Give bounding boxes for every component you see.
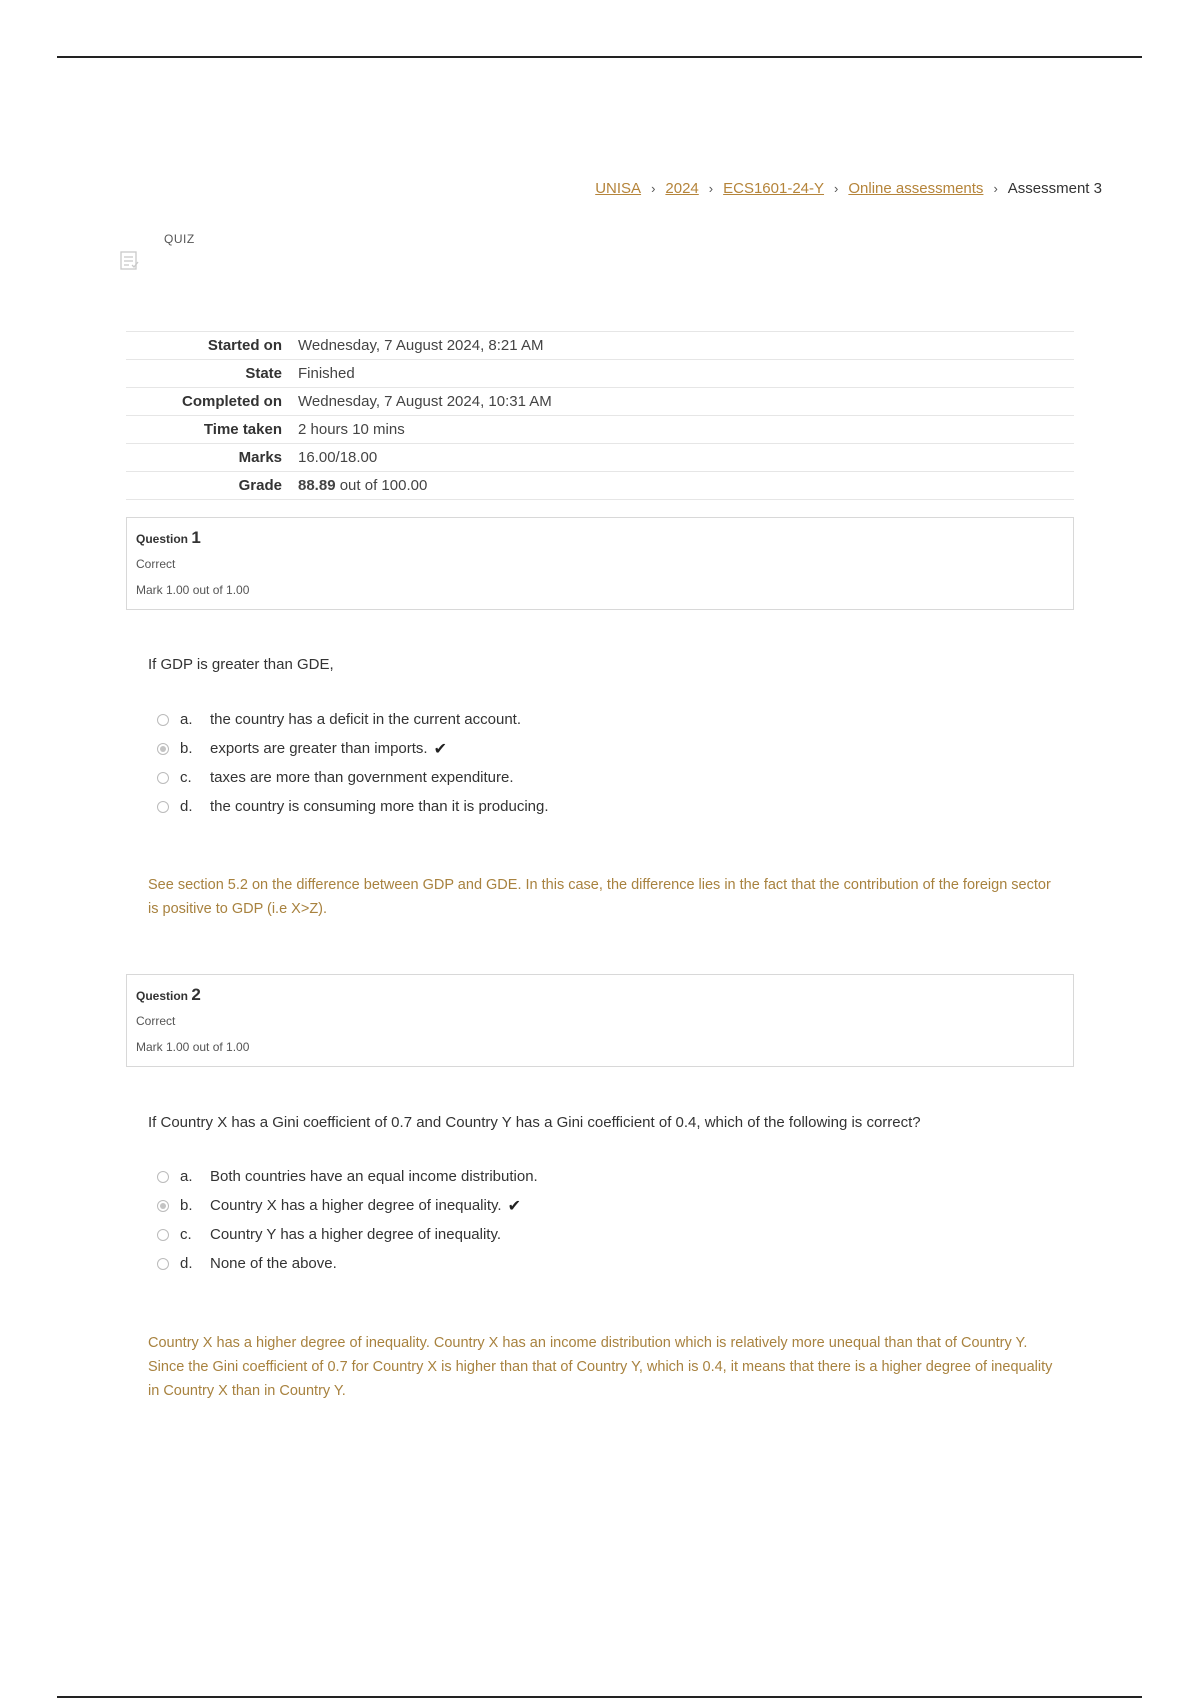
question-text: If Country X has a Gini coefficient of 0.7 and Country Y has a Gini coefficient of 0.4, which of the following is correct? bbox=[148, 1114, 921, 1131]
summary-row-grade bbox=[126, 472, 1074, 500]
question-info-box bbox=[126, 974, 1074, 1067]
breadcrumb-separator-icon: › bbox=[834, 181, 839, 196]
answer-letter: d. bbox=[180, 1255, 193, 1272]
answer-text: Country Y has a higher degree of inequality. bbox=[210, 1226, 502, 1243]
summary-row-time-taken bbox=[126, 416, 1074, 444]
answer-letter: c. bbox=[180, 1226, 192, 1243]
breadcrumb-current: Assessment 3 bbox=[1007, 180, 1102, 197]
answer-option-d[interactable] bbox=[157, 1249, 957, 1278]
radio-button[interactable] bbox=[157, 714, 169, 726]
answer-option-a[interactable] bbox=[157, 705, 957, 734]
breadcrumb-separator-icon: › bbox=[651, 181, 656, 196]
answer-option-b[interactable] bbox=[157, 734, 957, 763]
summary-row-marks bbox=[126, 444, 1074, 472]
attempt-summary-table bbox=[126, 331, 1074, 500]
grade-out-of: out of 100.00 bbox=[339, 477, 428, 494]
summary-value: Finished bbox=[298, 365, 355, 382]
question-number-value: 1 bbox=[191, 528, 201, 547]
answer-text: None of the above. bbox=[210, 1255, 337, 1272]
answer-letter: a. bbox=[180, 1168, 193, 1185]
answer-text: the country has a deficit in the current account. bbox=[210, 711, 522, 728]
answer-option-c[interactable] bbox=[157, 763, 957, 792]
summary-label: Started on bbox=[207, 337, 282, 354]
question-state: Correct bbox=[136, 1014, 176, 1028]
question-number-value: 2 bbox=[191, 985, 201, 1004]
summary-value: Wednesday, 7 August 2024, 10:31 AM bbox=[298, 393, 552, 410]
breadcrumb-separator-icon: › bbox=[708, 181, 714, 196]
answer-text: exports are greater than imports. bbox=[210, 740, 428, 757]
summary-label: State bbox=[245, 365, 282, 382]
page-top-rule bbox=[57, 56, 1142, 58]
question-number bbox=[136, 985, 1073, 1005]
question-feedback: Country X has a higher degree of inequality. Country X has an income distribution which is relatively more unequal than that of Country Y. Since the Gini coefficient of 0.7 for Country X is higher than that of Country Y, which is 0.4, it means that there is a higher degree of inequality in Country X than in Country Y. bbox=[148, 1335, 1053, 1399]
question-mark: Mark 1.00 out of 1.00 bbox=[136, 583, 250, 597]
quiz-icon bbox=[120, 250, 140, 272]
breadcrumb-link-online-assessments[interactable]: Online assessments bbox=[848, 180, 984, 197]
answer-text: Both countries have an equal income distribution. bbox=[210, 1168, 538, 1185]
module-type-label: QUIZ bbox=[164, 232, 195, 246]
answer-option-b[interactable] bbox=[157, 1191, 957, 1220]
radio-button[interactable] bbox=[157, 801, 169, 813]
answer-list bbox=[157, 705, 957, 821]
grade-score: 88.89 bbox=[298, 477, 336, 494]
question-mark: Mark 1.00 out of 1.00 bbox=[136, 1040, 250, 1054]
breadcrumb-link-course[interactable]: ECS1601-24-Y bbox=[723, 180, 825, 197]
question-prefix: Question bbox=[136, 989, 189, 1003]
breadcrumb bbox=[595, 180, 1102, 197]
answer-option-c[interactable] bbox=[157, 1220, 957, 1249]
answer-letter: b. bbox=[180, 740, 193, 757]
question-state: Correct bbox=[136, 557, 176, 571]
question-info-box bbox=[126, 517, 1074, 610]
summary-row-completed bbox=[126, 388, 1074, 416]
radio-button-selected[interactable] bbox=[157, 1200, 169, 1212]
radio-button[interactable] bbox=[157, 1258, 169, 1270]
summary-value: Wednesday, 7 August 2024, 8:21 AM bbox=[298, 337, 544, 354]
question-number bbox=[136, 528, 1073, 548]
answer-text: taxes are more than government expenditure. bbox=[210, 769, 514, 786]
summary-row-state bbox=[126, 360, 1074, 388]
correct-check-icon: ✔ bbox=[433, 740, 448, 758]
answer-option-d[interactable] bbox=[157, 792, 957, 821]
summary-value bbox=[298, 472, 1074, 500]
summary-value: 16.00/18.00 bbox=[298, 449, 378, 466]
breadcrumb-link-year[interactable]: 2024 bbox=[665, 180, 699, 197]
breadcrumb-separator-icon: › bbox=[993, 181, 998, 196]
radio-button-selected[interactable] bbox=[157, 743, 169, 755]
answer-letter: a. bbox=[180, 711, 193, 728]
answer-letter: d. bbox=[180, 798, 193, 815]
radio-button[interactable] bbox=[157, 1171, 169, 1183]
answer-list bbox=[157, 1162, 957, 1278]
summary-row-started bbox=[126, 332, 1074, 360]
summary-value: 2 hours 10 mins bbox=[298, 421, 405, 438]
radio-button[interactable] bbox=[157, 1229, 169, 1241]
question-prefix: Question bbox=[136, 532, 189, 546]
page-bottom-rule bbox=[57, 1696, 1142, 1698]
radio-button[interactable] bbox=[157, 772, 169, 784]
correct-check-icon: ✔ bbox=[507, 1197, 521, 1215]
question-feedback: See section 5.2 on the difference between GDP and GDE. In this case, the difference lies in the fact that the contribution of the foreign sector is positive to GDP (i.e X>Z). bbox=[148, 877, 1051, 917]
summary-label: Grade bbox=[238, 477, 282, 494]
answer-text: Country X has a higher degree of inequality. bbox=[210, 1197, 502, 1214]
summary-label: Marks bbox=[238, 449, 282, 466]
answer-text: the country is consuming more than it is producing. bbox=[210, 798, 549, 815]
summary-label: Time taken bbox=[203, 421, 282, 438]
breadcrumb-link-unisa[interactable]: UNISA bbox=[595, 180, 642, 197]
answer-letter: c. bbox=[180, 769, 192, 786]
summary-label: Completed on bbox=[182, 393, 282, 410]
answer-option-a[interactable] bbox=[157, 1162, 957, 1191]
question-text: If GDP is greater than GDE, bbox=[148, 656, 334, 673]
answer-letter: b. bbox=[180, 1197, 193, 1214]
